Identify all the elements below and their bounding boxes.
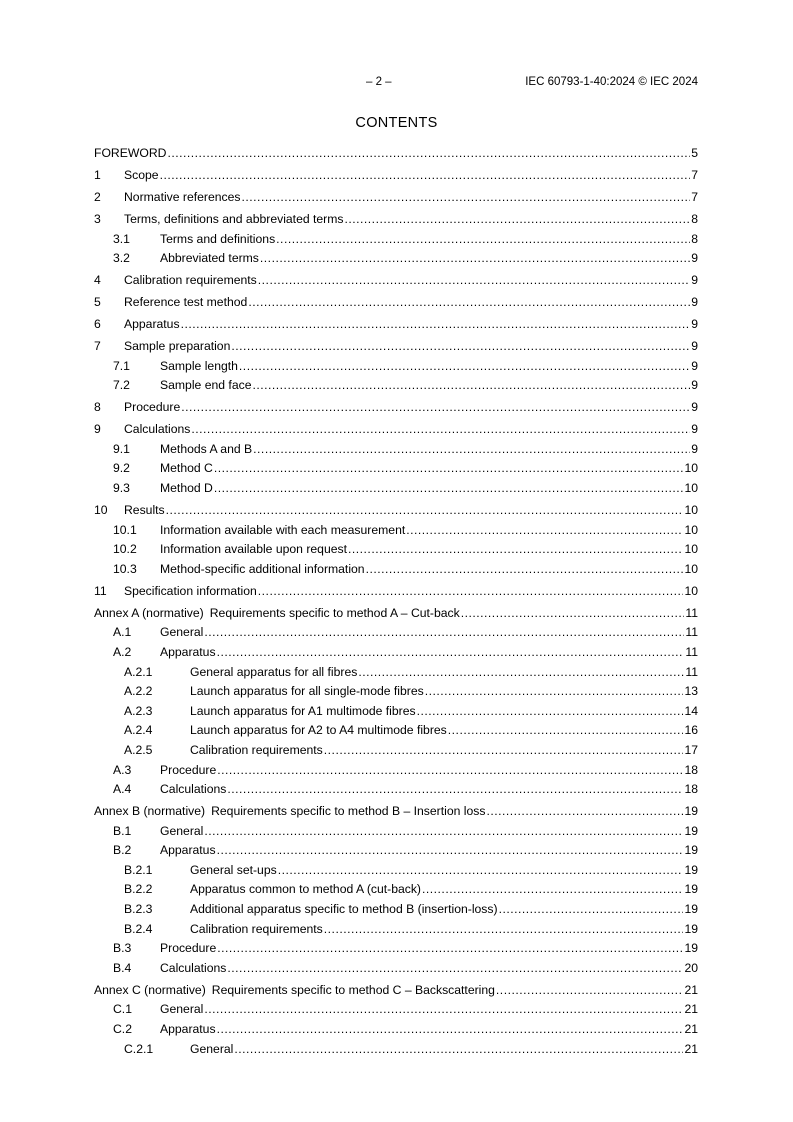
toc-entry-title: Apparatus <box>124 317 180 332</box>
toc-entry[interactable] <box>94 721 698 741</box>
toc-dot-leader <box>217 643 685 663</box>
toc-entry-page: 19 <box>684 902 698 917</box>
toc-entry-page: 14 <box>684 703 698 718</box>
toc-entry-title: Method D <box>160 481 213 496</box>
toc-dot-leader <box>231 337 690 357</box>
toc-entry-number: C.2.1 <box>124 1041 154 1056</box>
toc-entry-page: 9 <box>691 400 698 415</box>
toc-dot-leader <box>239 357 690 377</box>
toc-entry-title: Procedure <box>124 400 181 415</box>
toc-dot-leader <box>344 210 690 230</box>
toc-dot-leader <box>214 459 684 479</box>
toc-entry[interactable] <box>94 315 698 335</box>
toc-entry-number: 9 <box>94 422 101 437</box>
toc-entry-page: 7 <box>691 167 698 182</box>
toc-entry-page: 11 <box>685 644 698 659</box>
toc-dot-leader <box>417 702 684 722</box>
toc-entry-number: B.2.1 <box>124 862 153 877</box>
toc-entry[interactable] <box>94 841 698 861</box>
toc-entry[interactable] <box>94 210 698 230</box>
toc-entry-number: B.2.4 <box>124 921 153 936</box>
toc-entry[interactable] <box>94 643 698 663</box>
toc-entry-page: 9 <box>691 295 698 310</box>
toc-entry-title: Method-specific additional information <box>160 561 365 576</box>
toc-dot-leader <box>253 440 690 460</box>
toc-entry-page: 9 <box>691 358 698 373</box>
toc-entry-page: 10 <box>684 503 698 517</box>
toc-dot-leader <box>166 501 684 521</box>
toc-entry-page: 19 <box>684 941 698 956</box>
toc-dot-leader <box>258 271 690 291</box>
toc-entry-title: Requirements specific to method A – Cut-back <box>209 605 460 620</box>
toc-entry-page: 10 <box>684 481 698 496</box>
toc-entry-number: 10.3 <box>113 561 137 576</box>
toc-entry-title: Results <box>124 503 165 517</box>
toc-entry-title: Calculations <box>160 960 227 975</box>
toc-entry-title: General set-ups <box>190 862 277 877</box>
toc-entry[interactable] <box>94 900 698 920</box>
toc-entry-number: 7.2 <box>113 378 130 393</box>
toc-entry-title: Procedure <box>160 941 217 956</box>
page-header <box>0 76 793 92</box>
toc-entry-number: A.2.2 <box>124 684 153 699</box>
toc-entry-page: 8 <box>691 231 698 246</box>
toc-entry-number: 4 <box>94 273 101 288</box>
toc-entry[interactable] <box>94 230 698 250</box>
toc-entry-number: A.4 <box>113 782 132 797</box>
toc-entry-title: FOREWORD <box>94 146 167 160</box>
toc-entry-page: 20 <box>684 960 698 975</box>
toc-entry-page: 18 <box>684 782 698 797</box>
toc-entry[interactable] <box>94 521 698 541</box>
toc-entry-page: 9 <box>691 441 698 456</box>
document-reference: IEC 60793-1-40:2024 © IEC 2024 <box>525 76 698 88</box>
toc-entry-page: 10 <box>684 522 698 537</box>
toc-entry-title: Abbreviated terms <box>160 251 259 266</box>
toc-entry-page: 10 <box>684 542 698 557</box>
toc-entry[interactable] <box>94 479 698 499</box>
toc-entry[interactable] <box>94 398 698 418</box>
toc-entry-page: 8 <box>691 211 698 226</box>
toc-entry-page: 9 <box>691 378 698 393</box>
toc-entry-number: 2 <box>94 189 101 204</box>
toc-dot-leader <box>242 188 691 208</box>
toc-entry-number: 10.2 <box>113 542 137 557</box>
toc-entry-page: 21 <box>684 1002 698 1017</box>
toc-entry-title: General apparatus for all fibres <box>190 664 358 679</box>
toc-entry[interactable] <box>94 1040 698 1060</box>
toc-entry[interactable] <box>94 582 698 602</box>
toc-entry-page: 10 <box>684 461 698 476</box>
toc-entry-title: Calibration requirements <box>190 742 323 757</box>
toc-entry-page: 9 <box>691 251 698 266</box>
toc-entry-title: Apparatus <box>160 644 216 659</box>
toc-entry-page: 11 <box>685 625 698 640</box>
toc-entry[interactable] <box>94 802 698 822</box>
toc-entry-page: 9 <box>691 273 698 288</box>
toc-entry-page: 18 <box>684 762 698 777</box>
toc-entry-number: Annex C (normative) <box>94 982 206 997</box>
toc-entry-number: 1 <box>94 167 101 182</box>
toc-entry-number: 8 <box>94 400 101 415</box>
toc-entry-page: 9 <box>691 317 698 332</box>
toc-dot-leader <box>324 920 684 940</box>
toc-entry[interactable] <box>94 293 698 313</box>
toc-entry-page: 21 <box>684 982 698 997</box>
toc-entry-title: Sample length <box>160 358 238 373</box>
toc-entry-page: 16 <box>684 723 698 738</box>
toc-entry-title: Methods A and B <box>160 441 253 456</box>
toc-entry[interactable] <box>94 939 698 959</box>
toc-entry[interactable] <box>94 1020 698 1040</box>
toc-dot-leader <box>366 560 684 580</box>
toc-entry[interactable] <box>94 420 698 440</box>
toc-entry-title: General <box>190 1041 234 1056</box>
toc-dot-leader <box>486 802 683 822</box>
toc-entry-title: Launch apparatus for A1 multimode fibres <box>190 703 416 718</box>
toc-entry[interactable] <box>94 440 698 460</box>
toc-entry-page: 19 <box>684 843 698 858</box>
toc-entry-number: A.2.1 <box>124 664 153 679</box>
toc-entry-title: Specification information <box>124 583 257 598</box>
toc-entry[interactable] <box>94 780 698 800</box>
toc-entry-number: 9.3 <box>113 481 130 496</box>
toc-entry-page: 5 <box>691 146 698 160</box>
toc-dot-leader <box>358 663 684 683</box>
toc-entry-page: 19 <box>684 882 698 897</box>
toc-entry[interactable] <box>94 376 698 396</box>
toc-entry[interactable] <box>94 880 698 900</box>
toc-entry[interactable] <box>94 623 698 643</box>
toc-entry-number: B.4 <box>113 960 132 975</box>
toc-dot-leader <box>204 1000 683 1020</box>
toc-entry-page: 11 <box>685 664 698 679</box>
toc-entry[interactable] <box>94 920 698 940</box>
toc-entry-title: General <box>160 1002 204 1017</box>
toc-entry-page: 9 <box>691 422 698 437</box>
toc-entry-number: Annex B (normative) <box>94 804 206 819</box>
toc-dot-leader <box>217 939 683 959</box>
toc-entry-title: Reference test method <box>124 295 248 310</box>
toc-entry-page: 19 <box>684 921 698 936</box>
toc-dot-leader <box>217 761 683 781</box>
toc-entry-title: General <box>160 823 204 838</box>
toc-dot-leader <box>448 721 684 741</box>
toc-entry-page: 21 <box>684 1041 698 1056</box>
toc-entry-title: General <box>160 625 204 640</box>
toc-dot-leader <box>252 376 690 396</box>
toc-entry-title: Launch apparatus for A2 to A4 multimode fibres <box>190 723 447 738</box>
toc-entry-title: Scope <box>124 167 159 182</box>
toc-dot-leader <box>278 861 684 881</box>
toc-entry-page: 10 <box>684 583 698 598</box>
toc-entry[interactable] <box>94 702 698 722</box>
toc-dot-leader <box>167 144 690 164</box>
toc-entry-number: 9.2 <box>113 461 130 476</box>
toc-entry-page: 13 <box>684 684 698 699</box>
toc-dot-leader <box>181 398 690 418</box>
toc-entry[interactable] <box>94 663 698 683</box>
toc-entry-number: 10.1 <box>113 522 137 537</box>
toc-entry-number: 6 <box>94 317 101 332</box>
toc-entry[interactable] <box>94 822 698 842</box>
toc-entry-number: 10 <box>94 503 108 517</box>
toc-entry[interactable] <box>94 540 698 560</box>
toc-entry-number: B.3 <box>113 941 132 956</box>
toc-entry-number: C.2 <box>113 1022 132 1036</box>
toc-entry-title: Requirements specific to method B – Insertion loss <box>211 804 486 819</box>
table-of-contents <box>94 144 698 1059</box>
toc-entry-title: Requirements specific to method C – Backscattering <box>211 982 495 997</box>
toc-dot-leader <box>181 315 691 335</box>
toc-entry-title: Procedure <box>160 762 217 777</box>
toc-entry-page: 19 <box>684 804 698 819</box>
toc-entry-number: 9.1 <box>113 441 130 456</box>
toc-dot-leader <box>260 249 690 269</box>
toc-entry-page: 21 <box>684 1022 698 1036</box>
toc-entry-number: 3.1 <box>113 231 130 246</box>
toc-entry[interactable] <box>94 682 698 702</box>
toc-dot-leader <box>276 230 690 250</box>
toc-entry-number: B.2.2 <box>124 882 153 897</box>
toc-entry-title: Terms, definitions and abbreviated terms <box>124 211 344 226</box>
toc-entry-number: 7.1 <box>113 358 130 373</box>
toc-dot-leader <box>227 959 683 979</box>
toc-entry-title: Normative references <box>124 189 241 204</box>
toc-entry-title: Apparatus <box>160 1022 216 1036</box>
toc-entry[interactable] <box>94 166 698 186</box>
toc-dot-leader <box>227 780 683 800</box>
toc-dot-leader <box>499 900 684 920</box>
toc-entry[interactable] <box>94 271 698 291</box>
toc-entry-title: Information available upon request <box>160 542 347 557</box>
toc-dot-leader <box>234 1040 683 1060</box>
toc-dot-leader <box>324 741 684 761</box>
page-title: CONTENTS <box>355 115 438 131</box>
toc-entry-number: A.2.5 <box>124 742 153 757</box>
toc-entry[interactable] <box>94 249 698 269</box>
toc-entry-title: Apparatus common to method A (cut-back) <box>190 882 421 897</box>
toc-dot-leader <box>496 981 684 1001</box>
toc-entry-title: Calibration requirements <box>190 921 323 936</box>
toc-entry[interactable] <box>94 144 698 164</box>
page-number: – 2 – <box>366 76 392 88</box>
toc-entry-title: Sample preparation <box>124 339 231 354</box>
toc-dot-leader <box>348 540 683 560</box>
toc-entry-title: Additional apparatus specific to method B (insertion-loss) <box>190 902 498 917</box>
toc-entry-number: C.1 <box>113 1002 132 1017</box>
toc-entry[interactable] <box>94 861 698 881</box>
toc-dot-leader <box>214 479 684 499</box>
toc-entry-title: Sample end face <box>160 378 252 393</box>
toc-entry-page: 11 <box>685 605 698 620</box>
toc-entry[interactable] <box>94 959 698 979</box>
toc-entry[interactable] <box>94 604 698 624</box>
toc-entry-number: B.2.3 <box>124 902 153 917</box>
toc-entry-title: Calibration requirements <box>124 273 257 288</box>
toc-dot-leader <box>204 822 683 842</box>
toc-entry-title: Launch apparatus for all single-mode fibres <box>190 684 424 699</box>
toc-dot-leader <box>204 623 684 643</box>
toc-entry-number: A.2.3 <box>124 703 153 718</box>
toc-entry-number: A.1 <box>113 625 132 640</box>
toc-entry[interactable] <box>94 741 698 761</box>
toc-dot-leader <box>258 582 684 602</box>
toc-dot-leader <box>422 880 683 900</box>
toc-entry-number: A.3 <box>113 762 132 777</box>
toc-entry-number: B.1 <box>113 823 132 838</box>
toc-entry-page: 10 <box>684 561 698 576</box>
toc-entry-title: Method C <box>160 461 213 476</box>
toc-entry-title: Information available with each measurement <box>160 522 406 537</box>
toc-entry-number: 3 <box>94 211 101 226</box>
toc-dot-leader <box>217 841 684 861</box>
toc-entry-number: 11 <box>94 583 107 598</box>
toc-entry-title: Calculations <box>160 782 227 797</box>
toc-entry[interactable] <box>94 981 698 1001</box>
toc-entry-page: 19 <box>684 823 698 838</box>
toc-dot-leader <box>217 1020 684 1040</box>
toc-entry-page: 7 <box>691 189 698 204</box>
toc-entry[interactable] <box>94 337 698 357</box>
toc-dot-leader <box>191 420 690 440</box>
toc-dot-leader <box>248 293 690 313</box>
toc-entry-page: 19 <box>684 862 698 877</box>
toc-entry[interactable] <box>94 459 698 479</box>
toc-entry-title: Terms and definitions <box>160 231 276 246</box>
toc-entry-number: 5 <box>94 295 101 310</box>
toc-entry-number: 7 <box>94 339 101 354</box>
toc-dot-leader <box>160 166 691 186</box>
toc-dot-leader <box>425 682 684 702</box>
toc-entry[interactable] <box>94 501 698 521</box>
toc-entry[interactable] <box>94 560 698 580</box>
toc-entry-title: Calculations <box>124 422 191 437</box>
toc-entry-page: 9 <box>691 339 698 354</box>
toc-entry-number: 3.2 <box>113 251 130 266</box>
toc-entry-number: Annex A (normative) <box>94 605 204 620</box>
toc-entry[interactable] <box>94 1000 698 1020</box>
toc-dot-leader <box>406 521 683 541</box>
toc-entry-number: B.2 <box>113 843 132 858</box>
toc-entry[interactable] <box>94 761 698 781</box>
toc-dot-leader <box>461 604 685 624</box>
toc-entry-number: A.2 <box>113 644 132 659</box>
toc-entry[interactable] <box>94 357 698 377</box>
toc-entry[interactable] <box>94 188 698 208</box>
toc-entry-title: Apparatus <box>160 843 216 858</box>
toc-entry-number: A.2.4 <box>124 723 153 738</box>
toc-entry-page: 17 <box>684 742 698 757</box>
